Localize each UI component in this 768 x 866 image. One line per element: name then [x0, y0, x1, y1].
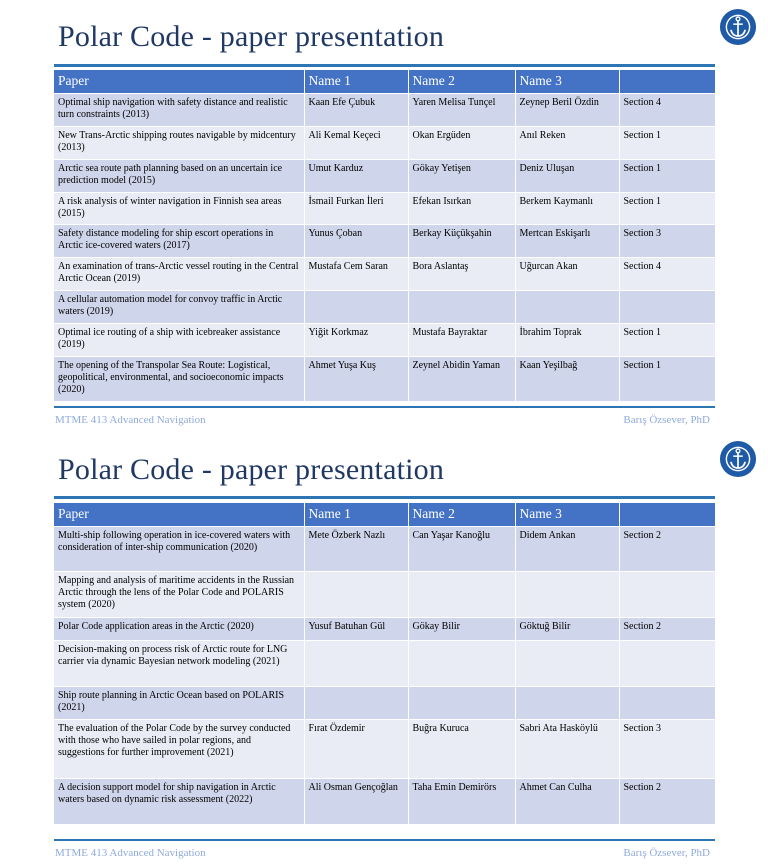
- table-row: [54, 159, 715, 192]
- name-2-cell: Taha Emin Demirörs: [408, 778, 515, 824]
- university-anchor-logo-icon: [719, 8, 757, 46]
- name-2-cell: Yaren Melisa Tunçel: [408, 93, 515, 126]
- name-3-cell: [515, 640, 619, 686]
- table-row: [54, 571, 715, 617]
- name-3-cell: Didem Ankan: [515, 526, 619, 571]
- name-2-cell: Okan Ergüden: [408, 126, 515, 159]
- name-2-cell: Buğra Kuruca: [408, 719, 515, 778]
- footer-course: MTME 413 Advanced Navigation: [55, 847, 206, 859]
- footer-rule: [54, 839, 715, 841]
- header-section: [619, 70, 715, 93]
- paper-cell: Multi-ship following operation in ice-covered waters with consideration of inter-ship communication (2020): [54, 526, 304, 571]
- section-cell: [619, 640, 715, 686]
- header-paper: Paper: [54, 70, 304, 93]
- name-1-cell: [304, 686, 408, 719]
- name-2-cell: [408, 290, 515, 323]
- name-3-cell: Göktuğ Bilir: [515, 617, 619, 640]
- name-1-cell: Yusuf Batuhan Gül: [304, 617, 408, 640]
- page-title: Polar Code - paper presentation: [58, 453, 445, 486]
- header-name-2: Name 2: [408, 503, 515, 526]
- paper-cell: The evaluation of the Polar Code by the survey conducted with those who have sailed in polar regions, and suggestions for further improvement (2021): [54, 719, 304, 778]
- header-section: [619, 503, 715, 526]
- section-cell: [619, 686, 715, 719]
- paper-cell: Arctic sea route path planning based on an uncertain ice prediction model (2015): [54, 159, 304, 192]
- paper-cell: A decision support model for ship navigation in Arctic waters based on dynamic risk assessment (2022): [54, 778, 304, 824]
- name-1-cell: [304, 571, 408, 617]
- section-cell: Section 1: [619, 356, 715, 401]
- paper-cell: Safety distance modeling for ship escort operations in Arctic ice-covered waters (2017): [54, 224, 304, 257]
- paper-cell: Polar Code application areas in the Arctic (2020): [54, 617, 304, 640]
- table-row: [54, 526, 715, 571]
- paper-cell: Optimal ship navigation with safety distance and realistic turn constraints (2013): [54, 93, 304, 126]
- name-2-cell: Efekan Isırkan: [408, 192, 515, 224]
- section-cell: Section 2: [619, 778, 715, 824]
- table-row: [54, 290, 715, 323]
- name-1-cell: Fırat Özdemir: [304, 719, 408, 778]
- footer-course: MTME 413 Advanced Navigation: [55, 414, 206, 426]
- title-rule: [54, 496, 715, 499]
- table-row: [54, 778, 715, 824]
- name-3-cell: [515, 290, 619, 323]
- header-name-3: Name 3: [515, 503, 619, 526]
- section-cell: Section 2: [619, 526, 715, 571]
- paper-cell: New Trans-Arctic shipping routes navigable by midcentury (2013): [54, 126, 304, 159]
- paper-cell: Decision-making on process risk of Arctic route for LNG carrier via dynamic Bayesian network modeling (2021): [54, 640, 304, 686]
- section-cell: Section 3: [619, 224, 715, 257]
- table-header-row: [54, 503, 715, 526]
- name-1-cell: Mete Özberk Nazlı: [304, 526, 408, 571]
- assignment-table: [54, 503, 715, 824]
- footer-author: Barış Özsever, PhD: [623, 414, 710, 426]
- section-cell: Section 4: [619, 93, 715, 126]
- name-3-cell: Deniz Uluşan: [515, 159, 619, 192]
- table-row: [54, 257, 715, 290]
- section-cell: Section 1: [619, 192, 715, 224]
- header-name-1: Name 1: [304, 503, 408, 526]
- table-row: [54, 356, 715, 401]
- name-3-cell: Sabri Ata Hasköylü: [515, 719, 619, 778]
- section-cell: Section 4: [619, 257, 715, 290]
- table-header-row: [54, 70, 715, 93]
- name-3-cell: [515, 686, 619, 719]
- name-3-cell: Zeynep Beril Özdin: [515, 93, 619, 126]
- name-1-cell: Yiğit Korkmaz: [304, 323, 408, 356]
- header-name-2: Name 2: [408, 70, 515, 93]
- name-3-cell: [515, 571, 619, 617]
- table-row: [54, 640, 715, 686]
- header-paper: Paper: [54, 503, 304, 526]
- name-3-cell: Ahmet Can Culha: [515, 778, 619, 824]
- page-title: Polar Code - paper presentation: [58, 20, 445, 53]
- table-row: [54, 224, 715, 257]
- footer-rule: [54, 406, 715, 408]
- name-2-cell: [408, 640, 515, 686]
- name-1-cell: Ahmet Yuşa Kuş: [304, 356, 408, 401]
- table-row: [54, 93, 715, 126]
- name-2-cell: Bora Aslantaş: [408, 257, 515, 290]
- name-2-cell: [408, 571, 515, 617]
- table-row: [54, 719, 715, 778]
- name-3-cell: Berkem Kaymanlı: [515, 192, 619, 224]
- section-cell: Section 1: [619, 323, 715, 356]
- paper-cell: An examination of trans-Arctic vessel routing in the Central Arctic Ocean (2019): [54, 257, 304, 290]
- name-3-cell: Mertcan Eskişarlı: [515, 224, 619, 257]
- name-1-cell: Ali Osman Gençoğlan: [304, 778, 408, 824]
- section-cell: [619, 571, 715, 617]
- name-3-cell: Uğurcan Akan: [515, 257, 619, 290]
- name-2-cell: Gökay Yetişen: [408, 159, 515, 192]
- table-row: [54, 617, 715, 640]
- table-row: [54, 686, 715, 719]
- assignment-table: [54, 70, 715, 401]
- name-2-cell: Gökay Bilir: [408, 617, 515, 640]
- section-cell: [619, 290, 715, 323]
- name-1-cell: İsmail Furkan İleri: [304, 192, 408, 224]
- name-2-cell: [408, 686, 515, 719]
- name-2-cell: Can Yaşar Kanoğlu: [408, 526, 515, 571]
- name-2-cell: Berkay Küçükşahin: [408, 224, 515, 257]
- paper-cell: A risk analysis of winter navigation in Finnish sea areas (2015): [54, 192, 304, 224]
- name-2-cell: Mustafa Bayraktar: [408, 323, 515, 356]
- paper-cell: The opening of the Transpolar Sea Route: Logistical, geopolitical, environmental, and socioeconomic impacts (2020): [54, 356, 304, 401]
- name-1-cell: [304, 640, 408, 686]
- name-1-cell: Kaan Efe Çubuk: [304, 93, 408, 126]
- title-rule: [54, 64, 715, 67]
- paper-cell: Ship route planning in Arctic Ocean based on POLARIS (2021): [54, 686, 304, 719]
- header-name-1: Name 1: [304, 70, 408, 93]
- slide-2: [0, 433, 768, 866]
- section-cell: Section 1: [619, 126, 715, 159]
- name-1-cell: Yunus Çoban: [304, 224, 408, 257]
- paper-cell: Mapping and analysis of maritime accidents in the Russian Arctic through the lens of the Polar Code and POLARIS system (2020): [54, 571, 304, 617]
- name-1-cell: Ali Kemal Keçeci: [304, 126, 408, 159]
- paper-cell: A cellular automation model for convoy traffic in Arctic waters (2019): [54, 290, 304, 323]
- paper-cell: Optimal ice routing of a ship with icebreaker assistance (2019): [54, 323, 304, 356]
- table-row: [54, 192, 715, 224]
- university-anchor-logo-icon: [719, 440, 757, 478]
- table-row: [54, 323, 715, 356]
- name-3-cell: Anıl Reken: [515, 126, 619, 159]
- name-2-cell: Zeynel Abidin Yaman: [408, 356, 515, 401]
- footer-author: Barış Özsever, PhD: [623, 847, 710, 859]
- name-1-cell: Mustafa Cem Saran: [304, 257, 408, 290]
- section-cell: Section 2: [619, 617, 715, 640]
- section-cell: Section 1: [619, 159, 715, 192]
- name-3-cell: İbrahim Toprak: [515, 323, 619, 356]
- name-1-cell: [304, 290, 408, 323]
- name-3-cell: Kaan Yeşilbağ: [515, 356, 619, 401]
- table-row: [54, 126, 715, 159]
- header-name-3: Name 3: [515, 70, 619, 93]
- name-1-cell: Umut Karduz: [304, 159, 408, 192]
- section-cell: Section 3: [619, 719, 715, 778]
